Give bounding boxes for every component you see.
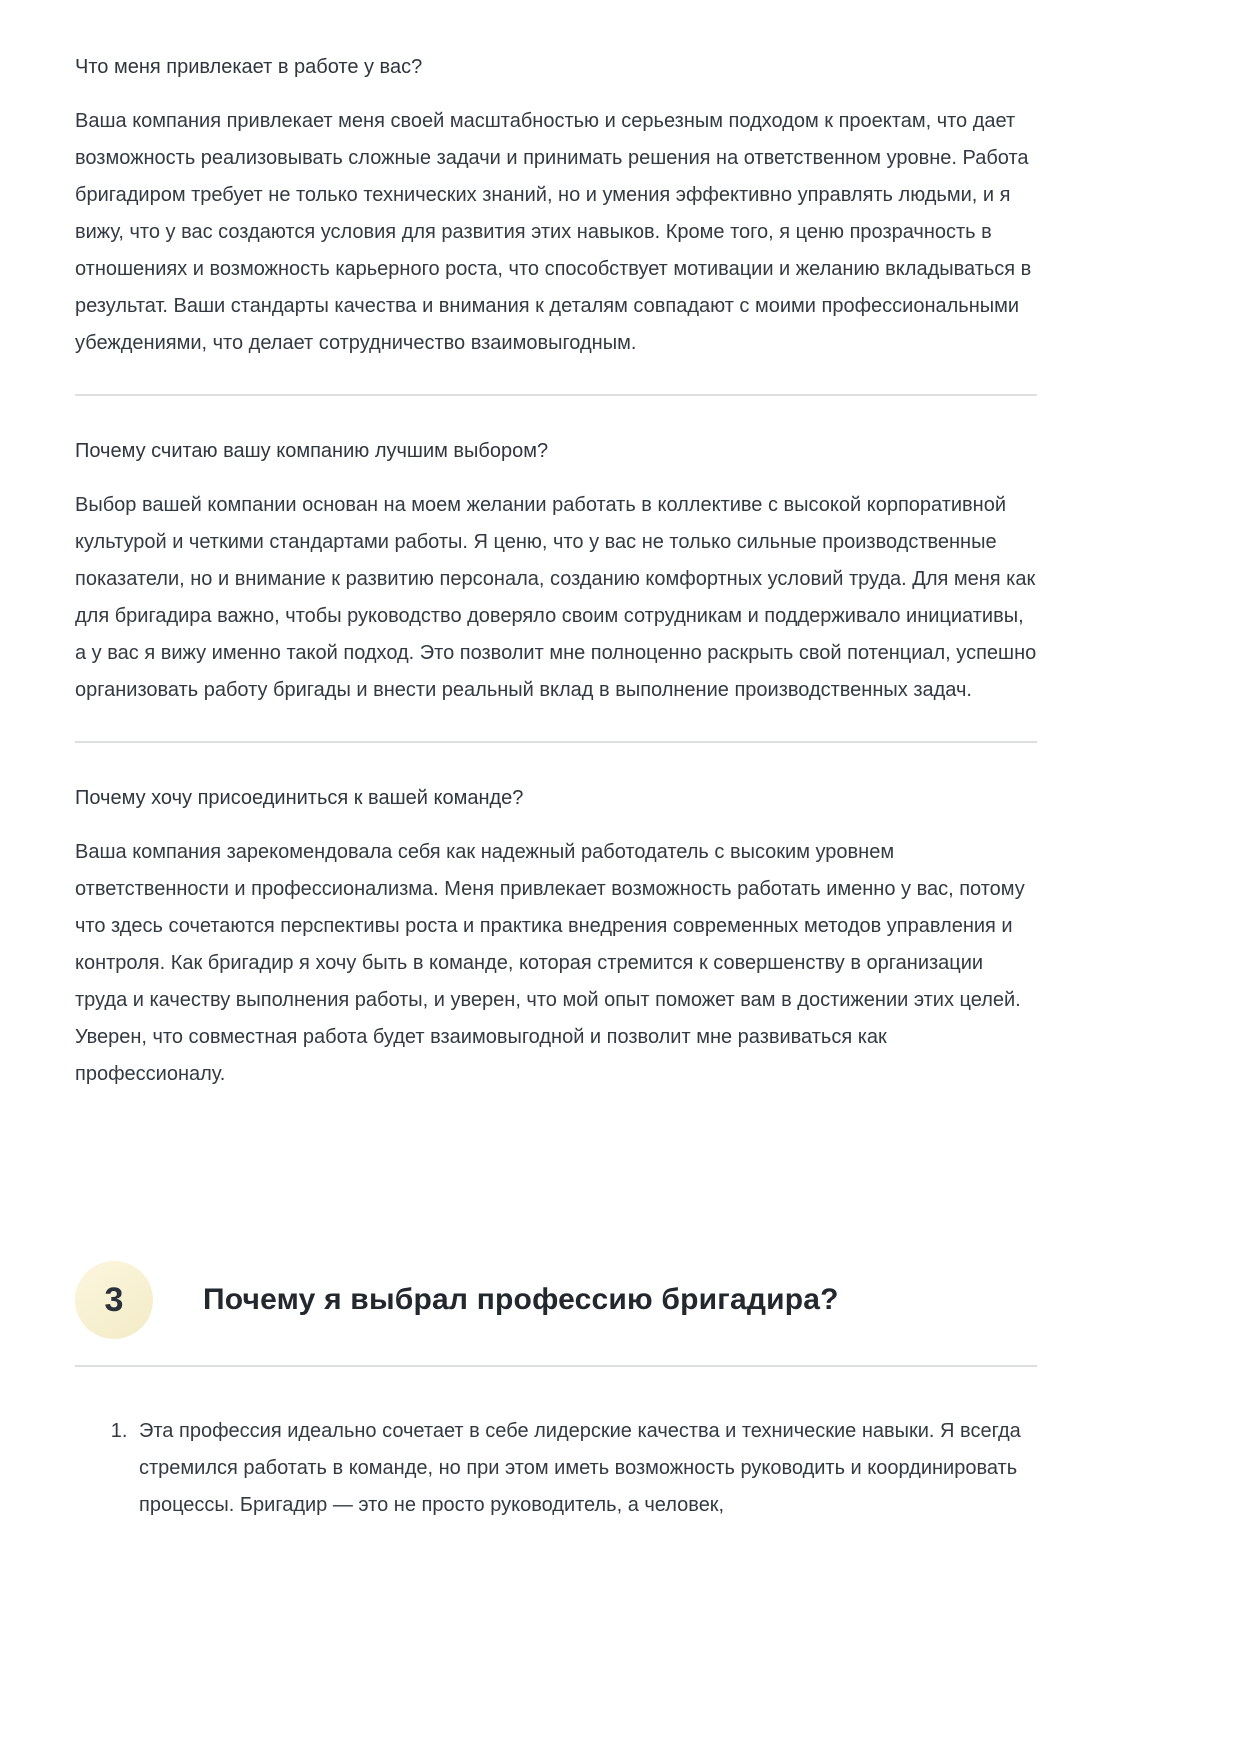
qa-section-1 [75,56,1037,362]
reasons-list [75,1413,1037,1524]
qa-section-2 [75,440,1037,709]
answer-paragraph: Ваша компания зарекомендовала себя как надежный работодатель с высоким уровнем ответственности и профессионализма. Меня привлекает возможность работать именно у вас, потому что здесь сочетаются перспективы роста и практика внедрения современных методов управления и контроля. Как бригадир я хочу быть в команде, которая стремится к совершенству в организации труда и качеству выполнения работы, и уверен, что мой опыт поможет вам в достижении этих целей. Уверен, что совместная работа будет взаимовыгодной и позволит мне развиваться как профессионалу. [75,841,1025,1085]
answer-paragraph: Ваша компания привлекает меня своей масштабностью и серьезным подходом к проектам, что дает возможность реализовывать сложные задачи и принимать решения на ответственном уровне. Работа бригадиром требует не только технических знаний, но и умения эффективно управлять людьми, и я вижу, что у вас создаются условия для развития этих навыков. Кроме того, я ценю прозрачность в отношениях и возможность карьерного роста, что способствует мотивации и желанию вкладываться в результат. Ваши стандарты качества и внимания к деталям совпадают с моими профессиональными убеждениями, что делает сотрудничество взаимовыгодным. [75,110,1032,354]
section-divider [75,1365,1037,1367]
section-number: 3 [104,1280,124,1319]
qa-section-3 [75,787,1037,1093]
article-content [75,0,1037,1524]
question-heading: Что меня привлекает в работе у вас? [75,56,423,78]
numbered-section-header [75,1261,1037,1339]
list-item: 1. Эта профессия идеально сочетает в себе лидерские качества и технические навыки. Я всегда стремился работать в команде, но при этом иметь возможность руководить и координировать процессы. Бригадир — это не просто руководитель, а человек, [133,1413,1037,1524]
question-heading: Почему хочу присоединиться к вашей команде? [75,787,524,809]
section-divider [75,394,1037,396]
section-number-badge [75,1261,153,1339]
answer-paragraph: Выбор вашей компании основан на моем желании работать в коллективе с высокой корпоративной культурой и четкими стандартами работы. Я ценю, что у вас не только сильные производственные показатели, но и внимание к развитию персонала, созданию комфортных условий труда. Для меня как для бригадира важно, чтобы руководство доверяло своим сотрудникам и поддерживало инициативы, а у вас я вижу именно такой подход. Это позволит мне полноценно раскрыть свой потенциал, успешно организовать работу бригады и внести реальный вклад в выполнение производственных задач. [75,494,1037,701]
section-title: Почему я выбрал профессию бригадира? [203,1283,839,1316]
section-divider [75,741,1037,743]
question-heading: Почему считаю вашу компанию лучшим выбором? [75,440,549,462]
